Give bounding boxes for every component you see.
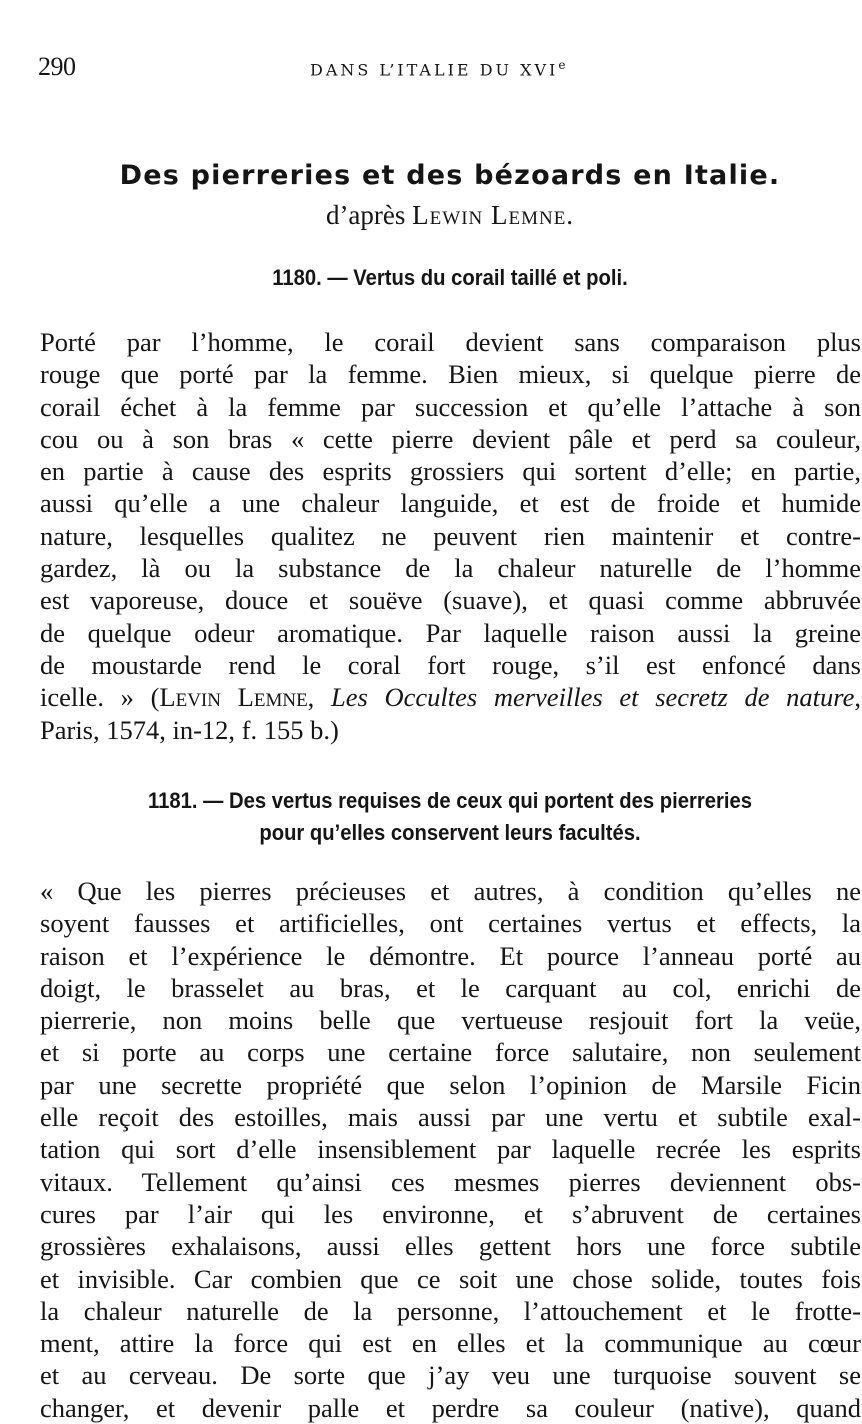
section-1180-body bbox=[40, 326, 861, 746]
text-line: Paris, 1574, in-12, f. 155 b.) bbox=[40, 714, 339, 745]
text-line: cou ou à son bras « cette pierre devient pâle et perd sa couleur, bbox=[40, 423, 861, 454]
text-line: et si porte au corps une certaine force salutaire, non seulement bbox=[40, 1037, 861, 1068]
chapter-byline: d’après Lewin Lemne. bbox=[325, 200, 575, 230]
text-line: par une secrette propriété que selon l’opinion de Marsile Ficin bbox=[40, 1069, 861, 1100]
text-line: corail échet à la femme par succession et qu’elle l’attache à son bbox=[40, 391, 861, 422]
page-number: 290 bbox=[38, 52, 76, 81]
text-line: soyent fausses et artificielles, ont certaines vertus et effects, la bbox=[40, 908, 861, 939]
text-line: cures par l’air qui les environne, et s’abruvent de certaines bbox=[40, 1198, 861, 1229]
byline-author: Lewin Lemne. bbox=[412, 200, 575, 230]
text-line: elle reçoit des estoilles, mais aussi par une vertu et subtile exal- bbox=[40, 1102, 861, 1133]
chapter-title: Des pierreries et des bézoards en Italie. bbox=[119, 160, 781, 191]
section-1181-heading: 1181. — Des vertus requises de ceux qui portent des pierreries pour qu’elles conservent leurs facultés. bbox=[147, 788, 753, 845]
text-line: en partie à cause des esprits grossiers qui sortent d’elle; en partie, bbox=[40, 456, 861, 487]
text-line: et au cerveau. De sorte que j’ay veu une turquoise souvent se bbox=[40, 1360, 861, 1391]
text-line: vitaux. Tellement qu’ainsi ces mesmes pierres deviennent obs- bbox=[40, 1166, 861, 1197]
section-1180-heading: 1180. — Vertus du corail taillé et poli. bbox=[272, 265, 628, 290]
text-line: gardez, là ou la substance de la chaleur naturelle de l’homme bbox=[40, 553, 861, 584]
text-line: et invisible. Car combien que ce soit une chose solide, toutes fois bbox=[40, 1263, 861, 1294]
citation-line: icelle. » (Levin Lemne, Les Occultes merveilles et secretz de nature, bbox=[40, 682, 861, 713]
text-line: nature, lesquelles qualitez ne peuvent rien maintenir et contre- bbox=[40, 520, 861, 551]
text-line: pierrerie, non moins belle que vertueuse resjouit fort la veüe, bbox=[40, 1005, 861, 1036]
section-1181-body bbox=[40, 875, 861, 1424]
text-line: de moustarde rend le coral fort rouge, s’il est enfoncé dans bbox=[40, 649, 861, 680]
page-header bbox=[38, 50, 828, 84]
text-line: « Que les pierres précieuses et autres, à condition qu’elles ne bbox=[40, 876, 861, 906]
text-line: rouge que porté par la femme. Bien mieux, si quelque pierre de bbox=[40, 359, 861, 390]
text-line: doigt, le brasselet au bras, et le carquant au col, enrichi de bbox=[40, 972, 861, 1003]
text-line: raison et l’expérience le démontre. Et pource l’anneau porté au bbox=[40, 940, 861, 971]
citation-title: Les Occultes merveilles et secretz de nature bbox=[330, 682, 855, 713]
text-line: ment, attire la force qui est en elles et la communique au cœur bbox=[40, 1328, 861, 1359]
citation-author: Levin Lemne bbox=[159, 682, 308, 713]
text-line: Porté par l’homme, le corail devient sans comparaison plus bbox=[40, 327, 861, 357]
text-line: tation qui sort d’elle insensiblement par laquelle recrée les esprits bbox=[40, 1134, 861, 1165]
text-line: la chaleur naturelle de la personne, l’attouchement et le frotte- bbox=[40, 1295, 861, 1326]
text-line: changer, et devenir palle et perdre sa couleur (native), quand bbox=[40, 1392, 861, 1423]
text-line: est vaporeuse, douce et souëve (suave), et quasi comme abbruvée bbox=[40, 585, 861, 616]
text-line: de quelque odeur aromatique. Par laquelle raison aussi la greine bbox=[40, 617, 861, 648]
text-line: aussi qu’elle a une chaleur languide, et est de froide et humide bbox=[40, 488, 861, 519]
running-head: DANS L’ITALIE DU XVIe bbox=[310, 58, 566, 80]
text-line: grossières exhalaisons, aussi elles gettent hors une force subtile bbox=[40, 1231, 861, 1262]
